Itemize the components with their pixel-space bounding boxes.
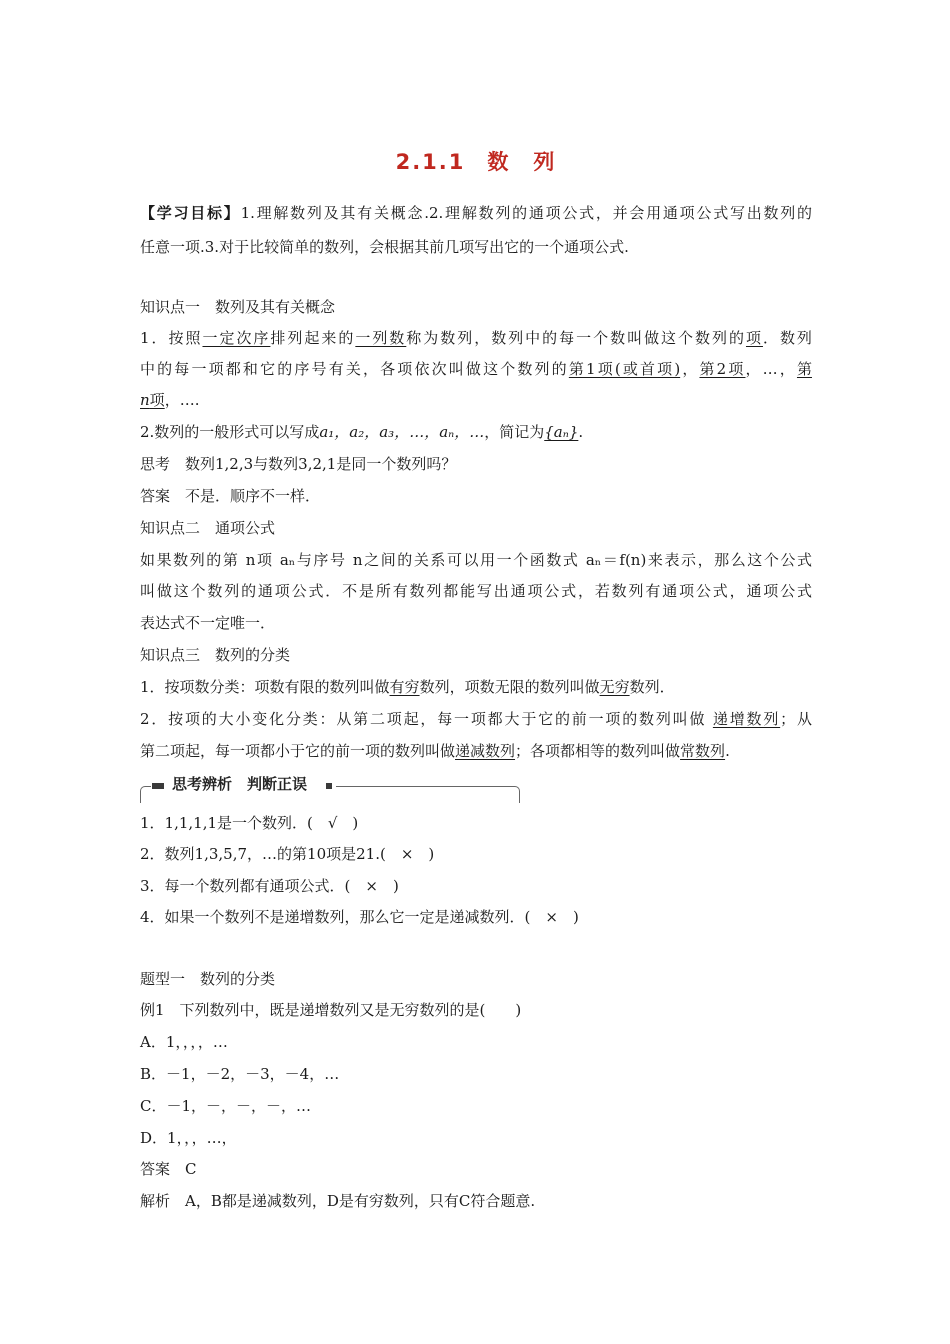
kp2-line-1: 如果数列的第 n项 aₙ与序号 n之间的关系可以用一个函数式 aₙ＝f(n)来表示，那么这个公式 <box>140 551 812 569</box>
judgment-1: 1．1,1,1,1是一个数列．( √ ) <box>140 814 359 832</box>
banner-dot-icon <box>326 783 332 789</box>
example-answer: 答案 C <box>140 1160 197 1178</box>
section-number: 2.1.1 <box>395 150 466 174</box>
section-name: 数 列 <box>487 150 557 174</box>
objectives-line-2: 任意一项.3.对于比较简单的数列，会根据其前几项写出它的一个通项公式. <box>140 238 629 256</box>
banner-dash-icon <box>152 783 164 789</box>
banner-label: 思考辨析 判断正误 <box>172 775 308 793</box>
think-question: 思考 数列1,2,3与数列3,2,1是同一个数列吗？ <box>140 455 457 473</box>
banner-rule-left <box>140 786 151 803</box>
page-title <box>140 146 812 176</box>
think-answer: 答案 不是．顺序不一样． <box>140 487 321 505</box>
kp1-line-4: 2.数列的一般形式可以写成a₁，a₂，a₃，…，aₙ，…，简记为{aₙ}. <box>140 423 584 441</box>
kp3-line-2: 2．按项的大小变化分类：从第二项起，每一项都大于它的前一项的数列叫做 递增数列；从 <box>140 710 812 728</box>
judgment-2: 2．数列1,3,5,7，…的第10项是21.( × ) <box>140 845 435 863</box>
example-analysis: 解析 A，B都是递减数列，D是有穷数列，只有C符合题意. <box>140 1192 536 1210</box>
knowledge-point-3-heading: 知识点三 数列的分类 <box>140 646 291 664</box>
objectives-line-1: 【学习目标】1.理解数列及其有关概念.2.理解数列的通项公式，并会用通项公式写出数列的 <box>140 204 812 222</box>
kp2-line-3: 表达式不一定唯一． <box>140 614 276 632</box>
question-type-1-heading: 题型一 数列的分类 <box>140 970 276 988</box>
option-b: B．－1，－2，－3，－4，… <box>140 1065 340 1083</box>
knowledge-point-2-heading: 知识点二 通项公式 <box>140 519 276 537</box>
kp1-line-1: 1．按照一定次序排列起来的一列数称为数列，数列中的每一个数叫做这个数列的项．数列 <box>140 329 812 347</box>
option-d: D．1，，，…， <box>140 1129 237 1147</box>
kp1-line-3: n项，…. <box>140 391 200 409</box>
judgment-3: 3．每一个数列都有通项公式．( × ) <box>140 877 399 895</box>
example-1: 例1 下列数列中，既是递增数列又是无穷数列的是( ) <box>140 1001 522 1019</box>
option-c: C．－1，－，－，－，… <box>140 1097 312 1115</box>
banner-rule-right <box>336 786 520 803</box>
kp3-line-3: 第二项起，每一项都小于它的前一项的数列叫做递减数列；各项都相等的数列叫做常数列. <box>140 742 730 760</box>
judgment-4: 4．如果一个数列不是递增数列，那么它一定是递减数列．( × ) <box>140 908 579 926</box>
objectives-label: 【学习目标】 <box>140 204 241 222</box>
section-banner <box>140 772 520 800</box>
kp2-line-2: 叫做这个数列的通项公式．不是所有数列都能写出通项公式，若数列有通项公式，通项公式 <box>140 582 812 600</box>
kp1-line-2: 中的每一项都和它的序号有关，各项依次叫做这个数列的第1项(或首项)，第2项，…，第 <box>140 360 812 378</box>
knowledge-point-1-heading: 知识点一 数列及其有关概念 <box>140 298 336 316</box>
option-a: A．1，，，，… <box>140 1033 228 1051</box>
kp3-line-1: 1．按项数分类：项数有限的数列叫做有穷数列，项数无限的数列叫做无穷数列． <box>140 678 675 696</box>
